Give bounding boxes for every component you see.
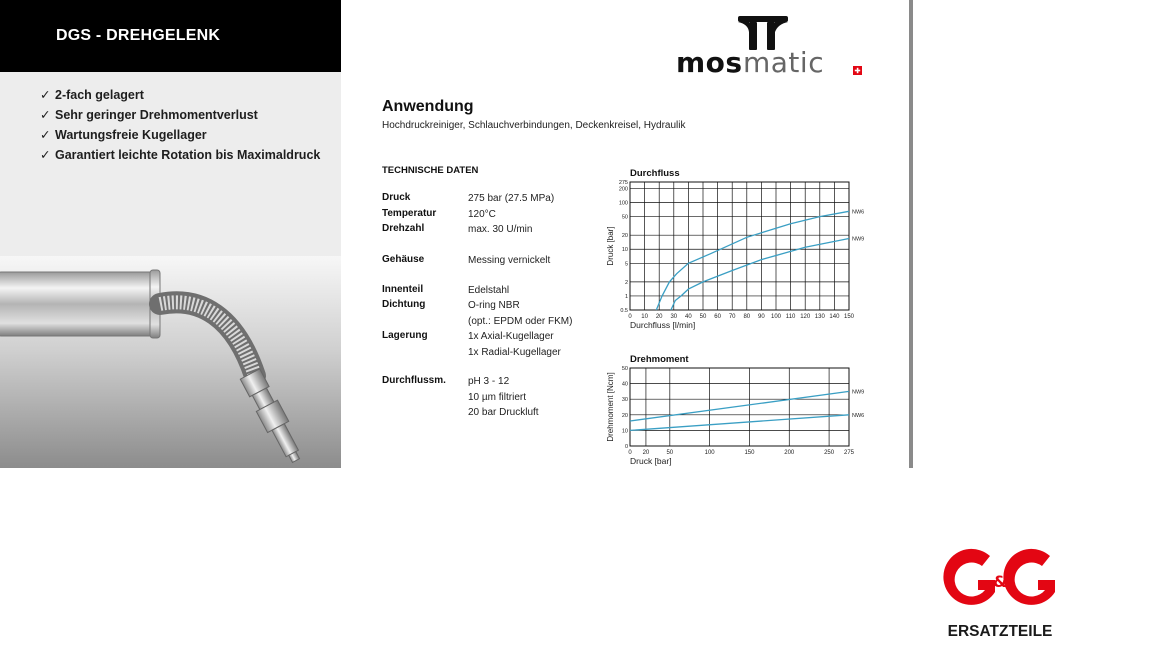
y-tick-label: 200 <box>618 186 628 193</box>
title-bar <box>0 0 341 72</box>
x-tick-label: 40 <box>685 314 692 320</box>
x-tick-label: 50 <box>699 314 707 320</box>
gg-ampersand: & <box>993 572 1007 591</box>
x-tick-label: 0 <box>628 450 632 456</box>
y-tick-label: 10 <box>621 247 628 254</box>
spec-value: 10 µm filtriert <box>468 391 526 403</box>
spec-label: Gehäuse <box>382 254 425 265</box>
x-tick-label: 130 <box>814 314 825 320</box>
x-tick-label: 110 <box>785 314 796 320</box>
series-label: NW9 <box>852 236 865 243</box>
y-tick-label: 50 <box>621 366 628 372</box>
x-tick-label: 80 <box>743 314 751 320</box>
series-label: NW9 <box>852 389 865 396</box>
spec-value: 1x Axial-Kugellager <box>468 331 554 342</box>
anwendung-heading: Anwendung <box>382 98 474 115</box>
spec-value: pH 3 - 12 <box>468 376 510 387</box>
chart-title: Durchfluss <box>630 168 680 179</box>
spec-value: 1x Radial-Kugellager <box>468 346 561 358</box>
y-tick-label: 275 <box>618 180 628 186</box>
spec-value: 275 bar (27.5 MPa) <box>468 193 555 204</box>
x-tick-label: 150 <box>744 450 755 456</box>
feature-text: 2-fach gelagert <box>55 88 144 102</box>
x-tick-label: 0 <box>628 314 632 320</box>
plot-frame <box>630 368 849 446</box>
x-tick-label: 275 <box>843 450 855 456</box>
document-edge <box>909 0 913 468</box>
spec-value: Edelstahl <box>468 285 510 296</box>
spec-label: Innenteil <box>382 284 424 295</box>
plot-frame <box>630 182 849 310</box>
logo-text-mos: mos <box>676 46 743 79</box>
x-tick-label: 100 <box>704 450 715 456</box>
y-tick-label: 100 <box>618 200 628 207</box>
x-tick-label: 70 <box>728 314 736 320</box>
x-tick-label: 50 <box>666 450 674 456</box>
y-tick-label: 1 <box>624 293 628 300</box>
mosmatic-logo <box>676 14 866 80</box>
x-tick-label: 250 <box>824 450 835 456</box>
spec-label: Durchflussm. <box>382 375 446 386</box>
y-axis-label: Drehmoment [Ncm] <box>606 372 615 442</box>
feature-item <box>40 107 320 127</box>
logo-text-matic: matic <box>743 46 825 79</box>
torque-chart <box>600 344 870 468</box>
spec-value: 20 bar Druckluft <box>468 407 539 418</box>
tech-data-heading: TECHNISCHE DATEN <box>382 165 479 176</box>
feature-item <box>40 127 320 147</box>
x-tick-label: 20 <box>642 450 650 456</box>
spec-value: Messing vernickelt <box>468 255 551 266</box>
feature-text: Garantiert leichte Rotation bis Maximaldruck <box>55 148 321 162</box>
product-photo <box>0 256 341 468</box>
product-panel <box>0 0 341 468</box>
x-tick-label: 60 <box>714 314 721 320</box>
x-tick-label: 30 <box>670 314 678 320</box>
y-tick-label: 30 <box>621 397 628 404</box>
spec-label: Dichtung <box>382 299 426 310</box>
x-tick-label: 10 <box>641 314 648 320</box>
y-tick-label: 20 <box>621 412 628 419</box>
y-tick-label: 50 <box>621 214 628 221</box>
feature-item <box>40 147 320 167</box>
y-tick-label: 0.5 <box>620 308 628 314</box>
product-title: DGS - DREHGELENK <box>56 27 221 44</box>
spec-value: (opt.: EPDM oder FKM) <box>468 315 573 327</box>
ersatzteile-label: ERSATZTEILE <box>947 623 1053 640</box>
spec-value: O-ring NBR <box>468 300 520 311</box>
x-tick-label: 100 <box>770 314 782 320</box>
flow-chart <box>600 160 870 340</box>
spec-label: Lagerung <box>382 330 428 341</box>
x-axis-label: Druck [bar] <box>630 456 672 466</box>
feature-text: Wartungsfreie Kugellager <box>55 128 207 142</box>
check-icon: ✓ <box>40 148 51 162</box>
series-label: NW6 <box>852 412 865 419</box>
check-icon: ✓ <box>40 128 51 142</box>
spec-value: 120°C <box>468 209 496 220</box>
feature-item <box>40 87 320 107</box>
spec-label: Temperatur <box>382 208 437 219</box>
y-tick-label: 10 <box>621 428 628 435</box>
y-tick-label: 5 <box>624 261 628 268</box>
y-tick-label: 0 <box>624 444 628 450</box>
x-tick-label: 200 <box>784 450 795 456</box>
y-axis-label: Druck [bar] <box>606 226 615 266</box>
swivel-joint-image <box>0 256 341 468</box>
feature-list <box>40 87 320 167</box>
x-tick-label: 20 <box>655 314 663 320</box>
x-axis-label: Durchfluss [l/min] <box>630 320 696 330</box>
gg-ersatzteile-logo <box>938 540 1062 640</box>
y-tick-label: 20 <box>621 233 628 240</box>
x-tick-label: 140 <box>829 314 840 320</box>
x-tick-label: 120 <box>800 314 811 320</box>
feature-text: Sehr geringer Drehmomentverlust <box>55 108 258 122</box>
spec-label: Drehzahl <box>382 223 425 234</box>
check-icon: ✓ <box>40 88 51 102</box>
x-tick-label: 150 <box>843 314 855 320</box>
check-icon: ✓ <box>40 108 51 122</box>
spec-value: max. 30 U/min <box>468 224 533 235</box>
series-label: NW6 <box>852 209 865 216</box>
chart-title: Drehmoment <box>630 354 689 365</box>
x-tick-label: 90 <box>758 314 765 320</box>
y-tick-label: 40 <box>621 381 628 388</box>
y-tick-label: 2 <box>624 279 628 286</box>
spec-label: Druck <box>382 192 411 203</box>
anwendung-text: Hochdruckreiniger, Schlauchverbindungen, Deckenkreisel, Hydraulik <box>382 120 686 131</box>
